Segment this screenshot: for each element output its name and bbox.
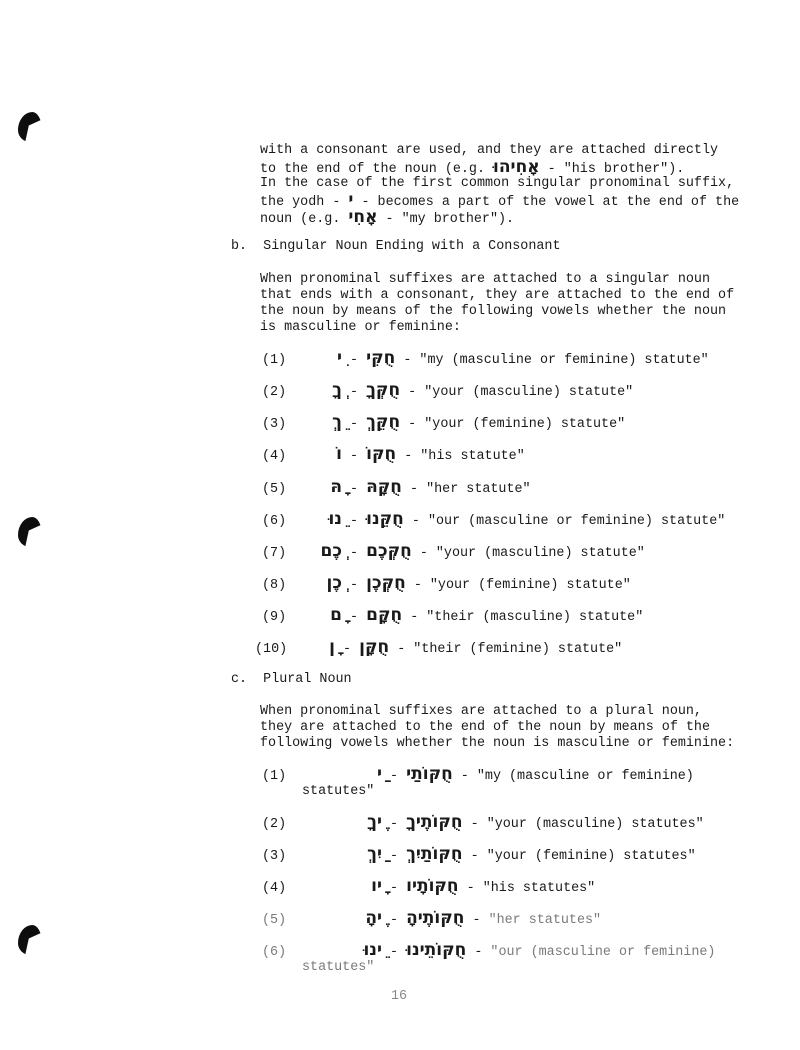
list-item: (5) ָהּ - חֻקָּהּ - "her statute" — [262, 477, 531, 500]
list-item: (2) ְךָ - חֻקְּךָ - "your (masculine) statute" — [262, 380, 633, 403]
hebrew-suffix: ֵינוּ — [363, 940, 382, 960]
hebrew-suffix: ְכֶן — [326, 573, 342, 593]
list-item: (10) ָן - חֻקָּן - "their (feminine) statute" — [255, 637, 622, 660]
paragraph-line: they are attached to the end of the noun by means of the — [260, 720, 710, 735]
section-heading-c: c. Plural Noun — [231, 672, 352, 687]
paragraph-line: the noun by means of the following vowels whether the noun — [260, 304, 727, 319]
item-gloss: "our (masculine or feminine) — [490, 945, 716, 960]
hebrew-suffix: ַיִךְ — [367, 844, 382, 864]
hebrew-noun-form: חֻקְּכֶן — [366, 573, 406, 593]
item-gloss: "his statute" — [420, 449, 525, 464]
item-gloss: "my (masculine or feminine) — [476, 769, 694, 784]
paragraph-line: When pronominal suffixes are attached to a singular noun — [260, 272, 710, 287]
hebrew-suffix: ָיו — [371, 876, 382, 896]
binder-hole-icon — [18, 517, 42, 547]
intro-line: with a consonant are used, and they are attached directly — [260, 143, 719, 158]
hebrew-suffix: ֵנוּ — [328, 509, 342, 529]
hebrew-noun-form: חֻקִּי — [366, 348, 396, 368]
section-heading-b: b. Singular Noun Ending with a Consonant — [231, 239, 561, 254]
list-item: (4) וֹ - חֻקּוֹ - "his statute" — [262, 444, 525, 467]
item-number: (5) — [262, 482, 287, 497]
hebrew-example: אָחִי — [348, 207, 378, 227]
item-gloss-continuation: statutes" — [302, 960, 375, 975]
hebrew-suffix: ַי — [376, 764, 382, 784]
hebrew-suffix: ָהּ — [330, 477, 342, 497]
hebrew-noun-form: חֻקֵּנוּ — [366, 509, 404, 529]
list-item: (1) ַי - חֻקּוֹתַי - "my (masculine or feminine) — [262, 764, 694, 787]
paragraph-line: is masculine or feminine: — [260, 320, 461, 335]
hebrew-noun-form: חֻקּוֹתֶיךָ — [406, 812, 463, 832]
hebrew-noun-form: חֻקּוֹתֵינוּ — [406, 940, 467, 960]
item-number: (3) — [262, 417, 287, 432]
item-number: (9) — [262, 610, 287, 625]
hebrew-noun-form: חֻקְּךָ — [366, 380, 401, 400]
paragraph-line: following vowels whether the noun is masculine or feminine: — [260, 736, 735, 751]
item-gloss: "their (masculine) statute" — [426, 610, 644, 625]
hebrew-example: י — [348, 190, 354, 210]
intro-line: noun (e.g. אָחִי - "my brother"). — [260, 207, 515, 227]
item-gloss: "my (masculine or feminine) statute" — [419, 353, 709, 368]
item-number: (1) — [262, 769, 287, 784]
binder-hole-icon — [18, 112, 42, 142]
item-number: (2) — [262, 817, 287, 832]
item-gloss: "your (masculine) statute" — [424, 385, 634, 400]
item-number: (7) — [262, 546, 287, 561]
list-item: (6) ֵנוּ - חֻקֵּנוּ - "our (masculine or feminine) statute" — [262, 509, 725, 532]
list-item: (8) ְכֶן - חֻקְּכֶן - "your (feminine) statute" — [262, 573, 631, 596]
hebrew-suffix: ֵךְ — [332, 412, 342, 432]
list-item: (3) ַיִךְ - חֻקּוֹתַיִךְ - "your (feminine) statutes" — [262, 844, 696, 867]
list-item: (6) ֵינוּ - חֻקּוֹתֵינוּ - "our (masculine or feminine) — [262, 940, 715, 963]
item-number: (6) — [262, 514, 287, 529]
hebrew-example: אָחִיהוּ — [493, 157, 540, 177]
item-gloss: "your (masculine) statutes" — [486, 817, 704, 832]
item-gloss: "your (feminine) statute" — [429, 578, 631, 593]
item-gloss: "her statutes" — [488, 913, 602, 928]
binder-hole-icon — [18, 925, 42, 955]
hebrew-noun-form: חֻקּוֹתַיִךְ — [406, 844, 463, 864]
list-item: (1) ִי - חֻקִּי - "my (masculine or feminine) statute" — [262, 348, 709, 371]
item-gloss: "her statute" — [426, 482, 531, 497]
hebrew-noun-form: חֻקּוֹ — [366, 444, 397, 464]
list-item: (3) ֵךְ - חֻקֵּךְ - "your (feminine) statute" — [262, 412, 625, 435]
hebrew-suffix: ִי — [336, 348, 342, 368]
list-item: (7) ְכֶם - חֻקְּכֶם - "your (masculine) statute" — [262, 541, 645, 564]
item-gloss: "our (masculine or feminine) statute" — [427, 514, 726, 529]
list-item: (9) ָם - חֻקָּם - "their (masculine) statute" — [262, 605, 643, 628]
hebrew-suffix: ְךָ — [332, 380, 342, 400]
item-number: (5) — [262, 913, 287, 928]
paragraph-line: When pronominal suffixes are attached to a plural noun, — [260, 704, 702, 719]
intro-line: In the case of the first common singular pronominal suffix, — [260, 176, 735, 191]
item-number: (8) — [262, 578, 287, 593]
hebrew-noun-form: חֻקּוֹתַי — [406, 764, 453, 784]
hebrew-noun-form: חֻקּוֹתָיו — [406, 876, 459, 896]
hebrew-noun-form: חֻקּוֹתֶיהָ — [406, 908, 465, 928]
list-item: (2) ֶיךָ - חֻקּוֹתֶיךָ - "your (masculine) statutes" — [262, 812, 704, 835]
item-gloss: "your (feminine) statutes" — [486, 849, 696, 864]
hebrew-suffix: ֶיהָ — [365, 908, 382, 928]
item-gloss: "their (feminine) statute" — [413, 642, 623, 657]
intro-line: the yodh - י - becomes a part of the vowel at the end of the — [260, 190, 740, 210]
item-number: (6) — [262, 945, 287, 960]
item-number: (1) — [262, 353, 287, 368]
hebrew-suffix: ָן — [329, 637, 335, 657]
list-item: (4) ָיו - חֻקּוֹתָיו - "his statutes" — [262, 876, 595, 899]
hebrew-suffix: וֹ — [336, 444, 342, 464]
item-gloss: "his statutes" — [482, 881, 596, 896]
hebrew-suffix: ָם — [330, 605, 342, 625]
list-item: (5) ֶיהָ - חֻקּוֹתֶיהָ - "her statutes" — [262, 908, 601, 931]
intro-line: to the end of the noun (e.g. אָחִיהוּ - "his brother"). — [260, 157, 685, 177]
item-number: (4) — [262, 449, 287, 464]
item-gloss: "your (feminine) statute" — [424, 417, 626, 432]
page-number: 16 — [391, 989, 408, 1004]
hebrew-noun-form: חֻקָּם — [366, 605, 403, 625]
hebrew-suffix: ְכֶם — [320, 541, 342, 561]
item-gloss: "your (masculine) statute" — [435, 546, 645, 561]
hebrew-suffix: ֶיךָ — [367, 812, 382, 832]
hebrew-noun-form: חֻקָּן — [359, 637, 390, 657]
hebrew-noun-form: חֻקֵּךְ — [366, 412, 401, 432]
item-number: (4) — [262, 881, 287, 896]
hebrew-noun-form: חֻקָּהּ — [366, 477, 402, 497]
hebrew-noun-form: חֻקְּכֶם — [366, 541, 412, 561]
item-number: (2) — [262, 385, 287, 400]
item-number: (10) — [255, 642, 288, 657]
paragraph-line: that ends with a consonant, they are attached to the end of — [260, 288, 735, 303]
item-gloss-continuation: statutes" — [302, 784, 375, 799]
item-number: (3) — [262, 849, 287, 864]
